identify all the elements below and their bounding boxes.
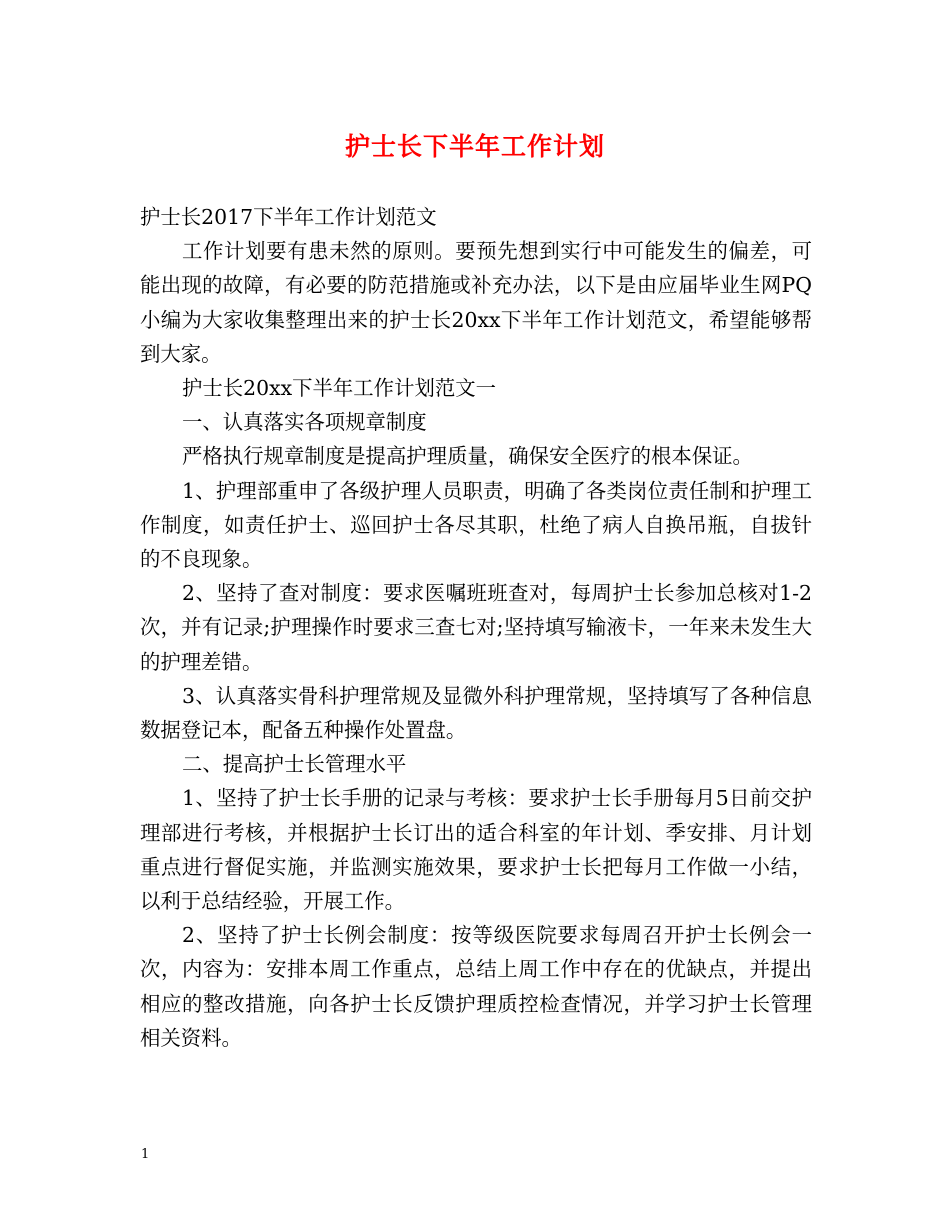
- paragraph-management-1: 1、坚持了护士长手册的记录与考核：要求护士长手册每月5日前交护理部进行考核，并根据护士长订出的适合科室的年计划、季安排、月计划重点进行督促实施，并监测实施效果，要求护士长把每月工作做一小结，以利于总结经验，开展工作。: [140, 786, 812, 914]
- section-heading-management: 二、提高护士长管理水平: [182, 752, 407, 777]
- document-body: [140, 200, 812, 1055]
- section-heading-example-one: 护士长20xx下半年工作计划范文一: [182, 376, 497, 401]
- document-title: 护士长下半年工作计划: [344, 132, 605, 161]
- paragraph-item-2: 2、坚持了查对制度：要求医嘱班班查对，每周护士长参加总核对1-2次，并有记录;护理操作时要求三查七对;坚持填写输液卡，一年来未发生大的护理差错。: [140, 581, 812, 674]
- page-number: 1: [141, 1147, 150, 1162]
- section-heading-rules: 一、认真落实各项规章制度: [182, 410, 427, 435]
- paragraph-management-2: 2、坚持了护士长例会制度：按等级医院要求每周召开护士长例会一次，内容为：安排本周工作重点，总结上周工作中存在的优缺点，并提出相应的整改措施，向各护士长反馈护理质控检查情况，并学习护士长管理相关资料。: [140, 923, 812, 1050]
- paragraph-item-3: 3、认真落实骨科护理常规及显微外科护理常规，坚持填写了各种信息数据登记本，配备五种操作处置盘。: [140, 683, 812, 743]
- paragraph-intro: 工作计划要有患未然的原则。要预先想到实行中可能发生的偏差，可能出现的故障，有必要的防范措施或补充办法，以下是由应届毕业生网PQ小编为大家收集整理出来的护士长20xx下半年工作计划范文，希望能够帮到大家。: [140, 239, 812, 366]
- document-subtitle: 护士长2017下半年工作计划范文: [140, 205, 437, 229]
- paragraph-item-1: 1、护理部重申了各级护理人员职责，明确了各类岗位责任制和护理工作制度，如责任护士、巡回护士各尽其职，杜绝了病人自换吊瓶，自拔针的不良现象。: [140, 478, 812, 572]
- paragraph-rules-summary: 严格执行规章制度是提高护理质量，确保安全医疗的根本保证。: [182, 444, 753, 469]
